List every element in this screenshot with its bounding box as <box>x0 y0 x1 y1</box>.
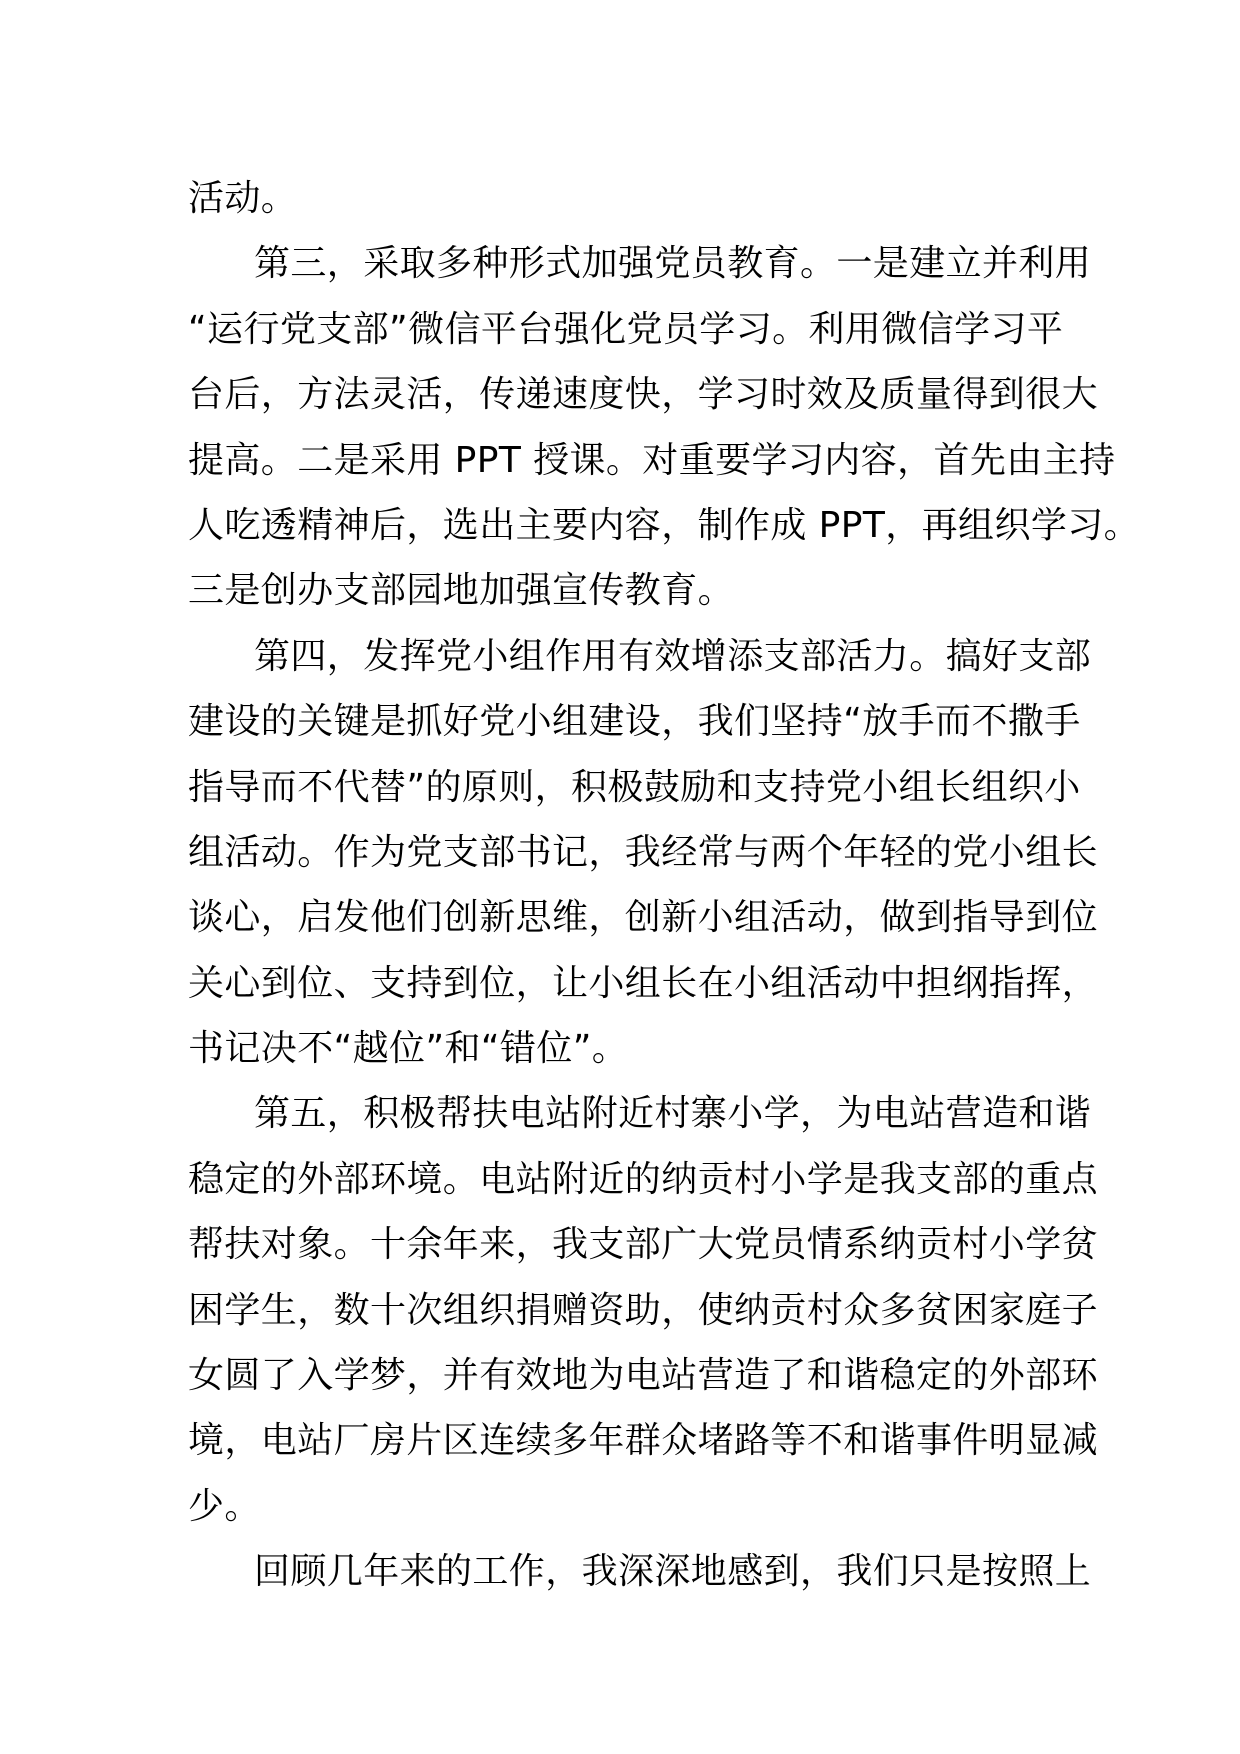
text-line: 活动。 <box>188 178 298 219</box>
text-line: 台后，方法灵活，传递速度快，学习时效及质量得到很大 <box>188 374 1099 416</box>
text-line: 帮扶对象。十余年来，我支部广大党员情系纳贡村小学贫 <box>188 1224 1099 1266</box>
text-line: 谈心，启发他们创新思维，创新小组活动，做到指导到位 <box>188 897 1099 939</box>
text-line: 少。 <box>188 1485 261 1527</box>
text-line: 关心到位、支持到位，让小组长在小组活动中担纲指挥， <box>188 962 1099 1004</box>
text-line: 女圆了入学梦，并有效地为电站营造了和谐稳定的外部环 <box>188 1355 1099 1397</box>
text-line: 第四，发挥党小组作用有效增添支部活力。搞好支部 <box>254 635 1092 677</box>
text-line: 组活动。作为党支部书记，我经常与两个年轻的党小组长 <box>188 831 1099 873</box>
text-line: 三是创办支部园地加强宣传教育。 <box>188 570 735 612</box>
text-line: 人吃透精神后，选出主要内容，制作成 PPT，再组织学习。 <box>188 504 1141 546</box>
text-line: 指导而不代替”的原则，积极鼓励和支持党小组长组织小 <box>188 766 1081 808</box>
text-line: 境，电站厂房片区连续多年群众堵路等不和谐事件明显减 <box>188 1420 1099 1462</box>
text-line: “运行党支部”微信平台强化党员学习。利用微信学习平 <box>188 308 1064 350</box>
text-line: 稳定的外部环境。电站附近的纳贡村小学是我支部的重点 <box>188 1158 1099 1200</box>
text-line: 第五，积极帮扶电站附近村寨小学，为电站营造和谐 <box>254 1093 1092 1135</box>
text-line: 提高。二是采用 PPT 授课。对重要学习内容，首先由主持 <box>188 439 1116 481</box>
text-line: 建设的关键是抓好党小组建设，我们坚持“放手而不撒手 <box>188 701 1081 743</box>
text-line: 困学生，数十次组织捐赠资助，使纳贡村众多贫困家庭子 <box>188 1289 1099 1331</box>
document-body <box>188 166 1141 1605</box>
text-line: 第三，采取多种形式加强党员教育。一是建立并利用 <box>254 243 1092 285</box>
text-line: 回顾几年来的工作，我深深地感到，我们只是按照上 <box>254 1551 1092 1593</box>
text-line: 书记决不“越位”和“错位”。 <box>188 1028 629 1070</box>
